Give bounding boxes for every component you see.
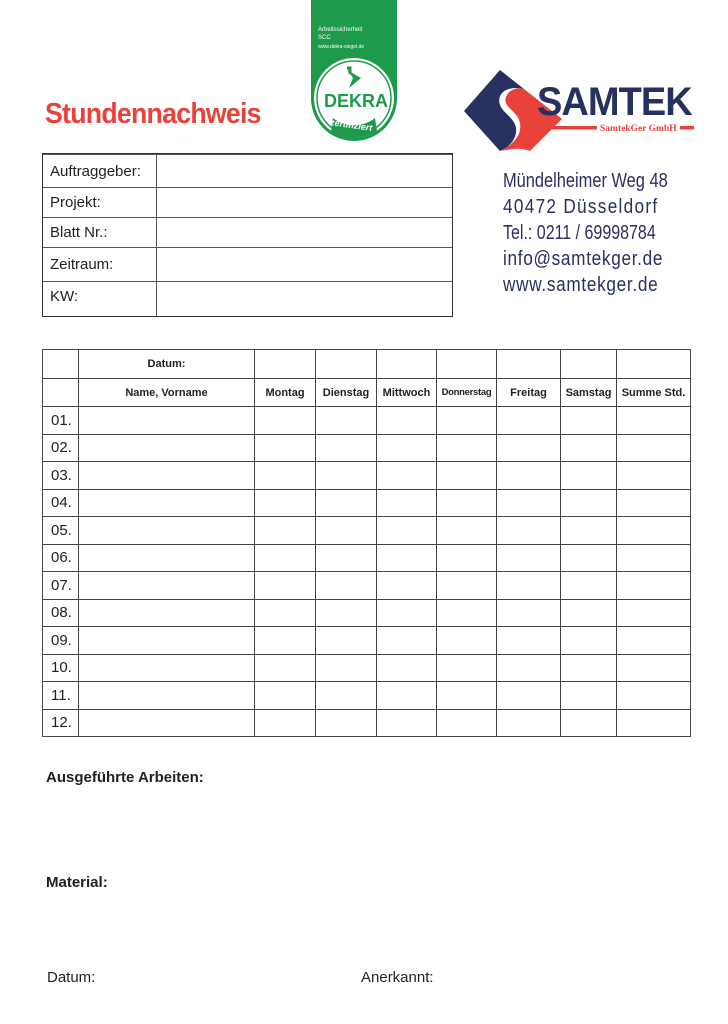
cell-samstag[interactable]: [561, 627, 617, 655]
address-street: Mündelheimer Weg 48: [503, 170, 668, 192]
date-cell-montag[interactable]: [255, 350, 316, 379]
cell-montag[interactable]: [255, 654, 316, 682]
cell-montag[interactable]: [255, 572, 316, 600]
cell-summe[interactable]: [617, 407, 691, 435]
cell-samstag[interactable]: [561, 407, 617, 435]
date-cell-summe[interactable]: [617, 350, 691, 379]
cell-freitag[interactable]: [497, 654, 561, 682]
cell-summe[interactable]: [617, 627, 691, 655]
cell-donnerstag[interactable]: [437, 544, 497, 572]
cell-dienstag[interactable]: [316, 599, 377, 627]
cell-donnerstag[interactable]: [437, 572, 497, 600]
cell-freitag[interactable]: [497, 544, 561, 572]
column-header-row: [43, 379, 691, 407]
date-cell-mittwoch[interactable]: [377, 350, 437, 379]
cell-summe[interactable]: [617, 544, 691, 572]
date-header-row: [43, 350, 691, 379]
address-website[interactable]: www.samtekger.de: [503, 274, 659, 296]
cell-freitag[interactable]: [497, 517, 561, 545]
column-header-name: Name, Vorname: [79, 379, 255, 407]
row-number: 08.: [43, 599, 79, 627]
cell-samstag[interactable]: [561, 599, 617, 627]
cell-dienstag[interactable]: [316, 654, 377, 682]
date-cell-donnerstag[interactable]: [437, 350, 497, 379]
logo-subtitle: SamtekGer GmbH: [597, 124, 680, 134]
cell-montag[interactable]: [255, 599, 316, 627]
cell-montag[interactable]: [255, 434, 316, 462]
date-label: Datum:: [79, 350, 255, 379]
cell-dienstag[interactable]: [316, 682, 377, 710]
table-row: [43, 599, 691, 627]
column-header-samstag: Samstag: [561, 379, 617, 407]
info-label: Zeitraum:: [50, 256, 114, 273]
cell-mittwoch[interactable]: [377, 599, 437, 627]
footer-date-label: Datum:: [47, 969, 96, 986]
cell-freitag[interactable]: [497, 489, 561, 517]
cell-name[interactable]: [79, 599, 255, 627]
row-number: 07.: [43, 572, 79, 600]
cell-montag[interactable]: [255, 709, 316, 737]
table-row: [43, 462, 691, 490]
table-row: [43, 544, 691, 572]
table-row: [43, 627, 691, 655]
cell-mittwoch[interactable]: [377, 407, 437, 435]
info-row-zeitraum[interactable]: [43, 247, 452, 282]
address-city: 40472 Düsseldorf: [503, 196, 659, 218]
cell-samstag[interactable]: [561, 654, 617, 682]
address-email[interactable]: info@samtekger.de: [503, 248, 664, 270]
table-row: [43, 709, 691, 737]
work-performed-label: Ausgeführte Arbeiten:: [46, 769, 204, 786]
row-number: 02.: [43, 434, 79, 462]
cell-dienstag[interactable]: [316, 407, 377, 435]
cell-freitag[interactable]: [497, 599, 561, 627]
info-row-kw[interactable]: [43, 281, 452, 316]
cell-summe[interactable]: [617, 654, 691, 682]
cell-dienstag[interactable]: [316, 517, 377, 545]
badge-brand: DEKRA: [324, 91, 389, 111]
table-row: [43, 682, 691, 710]
cell-mittwoch[interactable]: [377, 709, 437, 737]
column-header-summe: Summe Std.: [617, 379, 691, 407]
cell-donnerstag[interactable]: [437, 599, 497, 627]
cell-donnerstag[interactable]: [437, 407, 497, 435]
cell-samstag[interactable]: [561, 434, 617, 462]
cell-donnerstag[interactable]: [437, 654, 497, 682]
cell-montag[interactable]: [255, 407, 316, 435]
info-row-blatt-nr[interactable]: [43, 217, 452, 248]
table-row: [43, 654, 691, 682]
cell-dienstag[interactable]: [316, 544, 377, 572]
address-phone: Tel.: 0211 / 69998784: [503, 222, 656, 244]
cell-montag[interactable]: [255, 462, 316, 490]
info-row-auftraggeber[interactable]: [43, 154, 452, 188]
row-number: 04.: [43, 489, 79, 517]
cell-donnerstag[interactable]: [437, 517, 497, 545]
row-number: 10.: [43, 654, 79, 682]
cell-summe[interactable]: [617, 434, 691, 462]
cell-samstag[interactable]: [561, 572, 617, 600]
project-info-box: [42, 153, 453, 317]
cell-name[interactable]: [79, 682, 255, 710]
cell-summe[interactable]: [617, 572, 691, 600]
cell-donnerstag[interactable]: [437, 434, 497, 462]
work-performed-area[interactable]: [46, 792, 690, 862]
cell-mittwoch[interactable]: [377, 517, 437, 545]
cell-freitag[interactable]: [497, 572, 561, 600]
footer-approved-label: Anerkannt:: [361, 969, 434, 986]
cell-donnerstag[interactable]: [437, 489, 497, 517]
row-number: 05.: [43, 517, 79, 545]
badge-line-1: Arbeitssicherheit: [318, 27, 363, 33]
row-number: 11.: [43, 682, 79, 710]
table-row: [43, 517, 691, 545]
column-header-mittwoch: Mittwoch: [377, 379, 437, 407]
cell-dienstag[interactable]: [316, 627, 377, 655]
row-number: 03.: [43, 462, 79, 490]
column-header: [43, 379, 79, 407]
row-number: 06.: [43, 544, 79, 572]
badge-line-3: www.dekra-siegel.de: [318, 44, 365, 50]
cell-mittwoch[interactable]: [377, 627, 437, 655]
cell-donnerstag[interactable]: [437, 462, 497, 490]
date-cell-dienstag[interactable]: [316, 350, 377, 379]
date-cell-freitag[interactable]: [497, 350, 561, 379]
table-row: [43, 572, 691, 600]
hours-table: [42, 349, 691, 737]
cell-montag[interactable]: [255, 517, 316, 545]
info-label: KW:: [50, 288, 79, 305]
cell-name[interactable]: [79, 627, 255, 655]
column-header-montag: Montag: [255, 379, 316, 407]
cell-name[interactable]: [79, 517, 255, 545]
cell-montag[interactable]: [255, 627, 316, 655]
table-row: [43, 407, 691, 435]
cell-name[interactable]: [79, 489, 255, 517]
cell-summe[interactable]: [617, 462, 691, 490]
cell-freitag[interactable]: [497, 709, 561, 737]
cell-summe[interactable]: [617, 517, 691, 545]
badge-line-2: SCC: [318, 35, 331, 41]
cell-dienstag[interactable]: [316, 709, 377, 737]
cell-samstag[interactable]: [561, 544, 617, 572]
info-label: Auftraggeber:: [50, 163, 141, 180]
cell-name[interactable]: [79, 709, 255, 737]
info-label: Projekt:: [50, 194, 101, 211]
cell-montag[interactable]: [255, 544, 316, 572]
cell-donnerstag[interactable]: [437, 682, 497, 710]
cell-name[interactable]: [79, 434, 255, 462]
material-area[interactable]: [46, 896, 690, 956]
material-label: Material:: [46, 874, 108, 891]
row-number: 12.: [43, 709, 79, 737]
cell-name[interactable]: [79, 544, 255, 572]
column-header-dienstag: Dienstag: [316, 379, 377, 407]
cell-mittwoch[interactable]: [377, 654, 437, 682]
cell-name[interactable]: [79, 407, 255, 435]
cell-freitag[interactable]: [497, 407, 561, 435]
cell-summe[interactable]: [617, 489, 691, 517]
header-cell: [43, 350, 79, 379]
cell-montag[interactable]: [255, 489, 316, 517]
cell-montag[interactable]: [255, 682, 316, 710]
info-label: Blatt Nr.:: [50, 224, 108, 241]
table-row: [43, 489, 691, 517]
cell-freitag[interactable]: [497, 627, 561, 655]
cell-name[interactable]: [79, 462, 255, 490]
cell-name[interactable]: [79, 572, 255, 600]
cell-freitag[interactable]: [497, 462, 561, 490]
row-number: 01.: [43, 407, 79, 435]
cell-samstag[interactable]: [561, 682, 617, 710]
cell-samstag[interactable]: [561, 709, 617, 737]
cell-mittwoch[interactable]: [377, 544, 437, 572]
cell-mittwoch[interactable]: [377, 489, 437, 517]
table-row: [43, 434, 691, 462]
date-cell-samstag[interactable]: [561, 350, 617, 379]
cell-freitag[interactable]: [497, 434, 561, 462]
cell-summe[interactable]: [617, 599, 691, 627]
cell-samstag[interactable]: [561, 517, 617, 545]
cell-mittwoch[interactable]: [377, 572, 437, 600]
cell-mittwoch[interactable]: [377, 682, 437, 710]
cell-samstag[interactable]: [561, 489, 617, 517]
cell-samstag[interactable]: [561, 462, 617, 490]
badge-seal-text: zertifiziert: [329, 117, 374, 133]
cell-donnerstag[interactable]: [437, 627, 497, 655]
cell-mittwoch[interactable]: [377, 434, 437, 462]
column-header-freitag: Freitag: [497, 379, 561, 407]
cell-donnerstag[interactable]: [437, 709, 497, 737]
logo-name: SAMTEK: [537, 80, 692, 124]
cell-summe[interactable]: [617, 709, 691, 737]
cell-dienstag[interactable]: [316, 434, 377, 462]
cell-freitag[interactable]: [497, 682, 561, 710]
cell-dienstag[interactable]: [316, 489, 377, 517]
cell-name[interactable]: [79, 654, 255, 682]
info-row-projekt[interactable]: [43, 187, 452, 218]
cell-mittwoch[interactable]: [377, 462, 437, 490]
row-number: 09.: [43, 627, 79, 655]
cell-dienstag[interactable]: [316, 462, 377, 490]
cell-summe[interactable]: [617, 682, 691, 710]
document-title: Stundennachweis: [45, 98, 261, 130]
cell-dienstag[interactable]: [316, 572, 377, 600]
column-header-donnerstag: Donnerstag: [437, 379, 497, 407]
